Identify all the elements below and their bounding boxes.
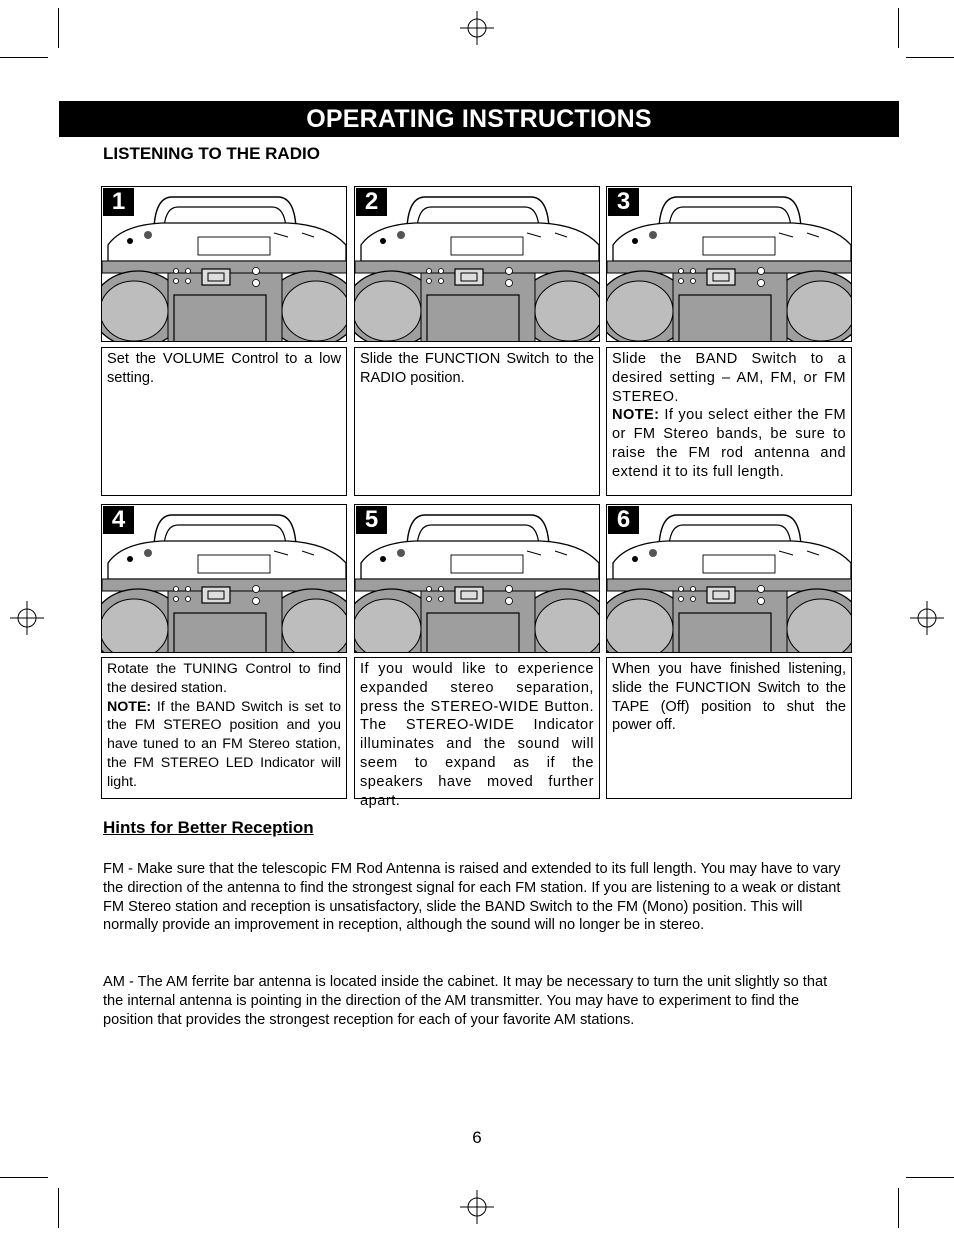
hints-title: Hints for Better Reception bbox=[103, 818, 314, 837]
page-title: OPERATING INSTRUCTIONS bbox=[59, 101, 899, 137]
crop-mark bbox=[58, 1188, 59, 1228]
step-1-text-box bbox=[101, 347, 347, 496]
step-1-illustration bbox=[101, 186, 347, 342]
crop-mark bbox=[0, 57, 48, 58]
section-title: LISTENING TO THE RADIO bbox=[103, 144, 320, 163]
step-1-text: Set the VOLUME Control to a low setting. bbox=[107, 351, 341, 386]
step-3-text-box bbox=[606, 347, 852, 496]
step-5-text: If you would like to experience expanded stereo separation, press the STEREO-WIDE Button. The STEREO-WIDE Indicator illuminates and the sound will seem to expand as if the speakers have moved further apart. bbox=[360, 661, 594, 809]
step-4-note-label: NOTE: bbox=[107, 698, 152, 715]
step-3-illustration bbox=[606, 186, 852, 342]
step-4-text: Rotate the TUNING Control to find the desired station. bbox=[107, 661, 341, 696]
crop-mark bbox=[58, 8, 59, 48]
crop-mark bbox=[898, 1188, 899, 1228]
step-3-note: If you select either the FM or FM Stereo bands, be sure to raise the FM rod antenna and extend it to its full length. bbox=[612, 407, 846, 480]
step-5-number: 5 bbox=[356, 506, 387, 534]
hints-fm-paragraph: FM - Make sure that the telescopic FM Rod Antenna is raised and extended to its full length. You may have to vary the direction of the antenna to find the strongest signal for each FM station. If you are listening to a weak or distant FM Stereo station and reception is unsatisfactory, slide the BAND Switch to the FM (Mono) position. This will normally provide an improvement in reception, although the sound will no longer be in stereo. bbox=[103, 861, 841, 934]
step-4-illustration bbox=[101, 504, 347, 653]
hints-am-paragraph: AM - The AM ferrite bar antenna is located inside the cabinet. It may be necessary to turn the unit slightly so that the internal antenna is pointing in the direction of the AM transmitter. You may have to experiment to find the position that provides the strongest reception for each of your favorite AM stations. bbox=[103, 974, 828, 1028]
step-2-text-box bbox=[354, 347, 600, 496]
step-5-text-box bbox=[354, 657, 600, 809]
registration-mark-icon bbox=[910, 601, 944, 635]
step-3-note-label: NOTE: bbox=[612, 407, 660, 424]
crop-mark bbox=[0, 1177, 48, 1178]
crop-mark bbox=[898, 8, 899, 48]
step-2-text: Slide the FUNCTION Switch to the RADIO position. bbox=[360, 351, 594, 386]
step-3-number: 3 bbox=[608, 188, 639, 216]
registration-mark-icon bbox=[460, 1190, 494, 1224]
step-5-illustration bbox=[354, 504, 600, 653]
step-6-illustration bbox=[606, 504, 852, 653]
registration-mark-icon bbox=[460, 11, 494, 45]
step-6-text-box bbox=[606, 657, 852, 799]
step-3-text: Slide the BAND Switch to a desired setting – AM, FM, or FM STEREO. bbox=[612, 351, 846, 405]
step-4-text-box bbox=[101, 657, 347, 799]
crop-mark bbox=[906, 1177, 954, 1178]
step-2-number: 2 bbox=[356, 188, 387, 216]
step-1-number: 1 bbox=[103, 188, 134, 216]
step-6-number: 6 bbox=[608, 506, 639, 534]
step-6-text: When you have finished listening, slide the FUNCTION Switch to the TAPE (Off) position to shut the power off. bbox=[612, 661, 846, 734]
step-2-illustration bbox=[354, 186, 600, 342]
page-number: 6 bbox=[472, 1128, 482, 1147]
step-4-note: If the BAND Switch is set to the FM STEREO position and you have tuned to an FM Stereo station, the FM STEREO LED Indicator will light. bbox=[107, 698, 341, 790]
step-4-number: 4 bbox=[103, 506, 134, 534]
registration-mark-icon bbox=[10, 601, 44, 635]
crop-mark bbox=[906, 57, 954, 58]
